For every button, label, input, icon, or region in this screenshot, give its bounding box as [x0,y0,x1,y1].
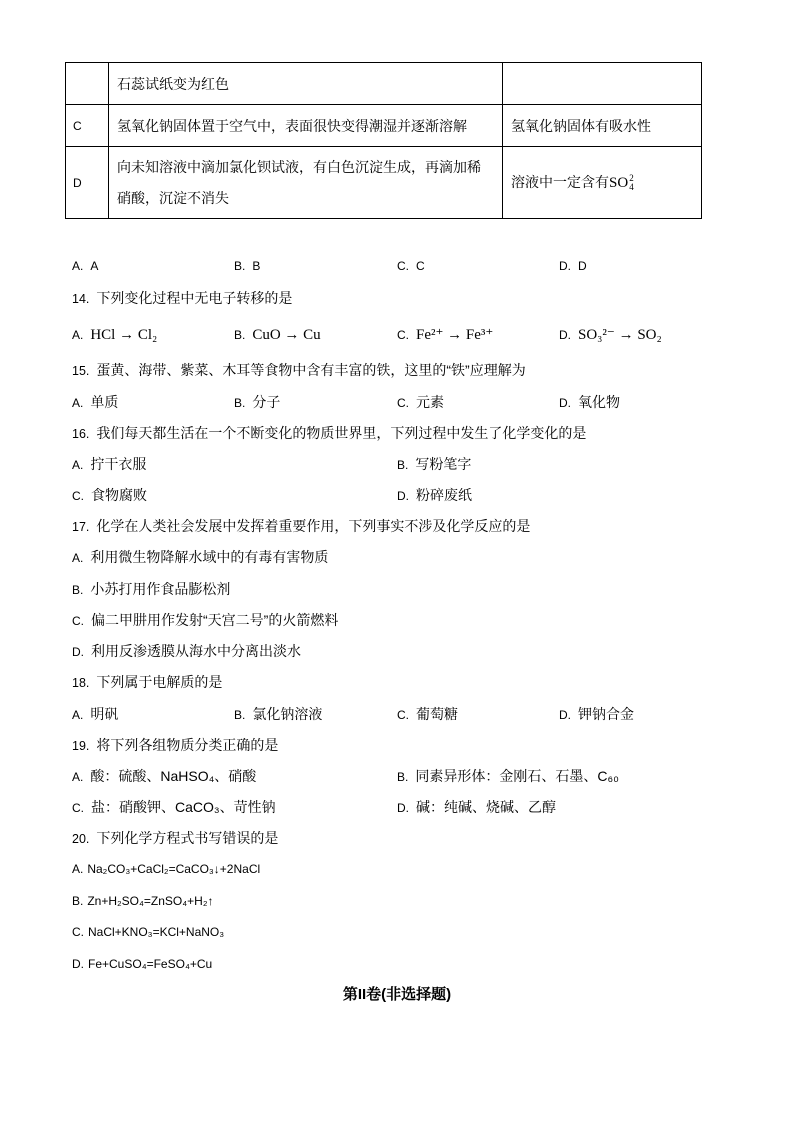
option-text: 利用微生物降解水域中的有毒有害物质 [90,549,329,565]
q20-option-c [72,922,224,942]
option-letter: A. [72,396,84,410]
question-text: 我们每天都生活在一个不断变化的物质世界里，下列过程中发生了化学变化的是 [96,425,587,441]
option-text: 小苏打用作食品膨松剂 [90,581,231,597]
option-text: A [90,259,99,273]
option-text: 同素异形体：金刚石、石墨、C₆₀ [415,768,619,784]
option-letter: C. [397,396,409,410]
q20-option-d [72,954,212,974]
q16-option-a [72,454,146,474]
q13-option-d [559,256,587,276]
option-letter: B. [397,770,409,784]
option-text: 单质 [90,394,119,410]
option-text: 食物腐败 [91,487,147,503]
question-14-stem [72,288,292,308]
ion-count: 4 [629,182,634,193]
option-letter: C. [397,259,409,273]
option-letter: A. [72,708,84,722]
option-letter: C. [72,801,84,815]
question-19-stem [72,735,278,755]
table-row [66,63,702,105]
table-cell-option: C [66,105,109,147]
sulfate-ion-symbol: SO [609,175,629,191]
q14-option-c [397,324,493,344]
q19-option-c [72,797,276,817]
option-text: 元素 [416,394,444,410]
option-text: D [578,259,587,273]
option-letter: B. [234,708,246,722]
q18-option-b [234,704,322,724]
option-letter: B. [234,396,246,410]
question-16-stem [72,423,586,443]
question-number: 15. [72,364,90,378]
question-number: 20. [72,832,90,846]
option-equation: Na₂CO₃+CaCl₂=CaCO₃↓+2NaCl [87,862,261,876]
q14-option-a [72,324,157,344]
option-letter: D. [397,801,409,815]
question-17-stem [72,516,530,536]
option-letter: A. [72,458,84,472]
q18-option-d [559,704,634,724]
table-cell-conclusion [503,63,702,105]
option-letter: D. [559,396,571,410]
option-letter: D. [72,645,84,659]
conclusion-text: 溶液中一定含有 [511,174,609,190]
option-letter: D. [559,259,571,273]
option-equation: NaCl+KNO₃=KCl+NaNO₃ [88,925,225,939]
q14-option-d [559,324,662,344]
table-cell-option [66,63,109,105]
q15-option-d [559,392,620,412]
option-equation: Zn+H₂SO₄=ZnSO₄+H₂↑ [87,894,214,908]
q17-option-d [72,641,301,661]
option-letter: C. [397,328,409,342]
option-letter: D. [559,708,571,722]
option-text: 拧干衣服 [90,456,147,472]
q15-option-b [234,392,280,412]
q13-option-a [72,256,98,276]
q18-option-c [397,704,458,724]
option-text: C [416,259,425,273]
q13-option-b [234,256,260,276]
option-text: 氧化物 [578,394,620,410]
option-letter: A. [72,259,84,273]
q19-option-b [397,766,619,786]
option-text: 偏二甲肼用作发射“天宫二号”的火箭燃料 [91,612,339,628]
option-formula: HCl → Cl₂ [90,327,158,343]
q19-option-d [397,797,556,817]
question-18-stem [72,672,222,692]
q14-option-b [234,324,321,344]
table-row [66,105,702,147]
question-20-stem [72,828,278,848]
option-formula: Fe²⁺ → Fe³⁺ [416,327,494,343]
table-cell-phenomenon: 石蕊试纸变为红色 [109,63,503,105]
experiment-table [65,62,702,219]
table-cell-option: D [66,147,109,219]
option-text: 粉碎废纸 [416,487,472,503]
option-letter: C. [397,708,409,722]
option-text: 分子 [252,394,281,410]
option-text: 盐：硝酸钾、CaCO₃、苛性钠 [91,799,276,815]
q17-option-c [72,610,338,630]
q17-option-a [72,547,328,567]
option-letter: A. [72,862,84,876]
question-text: 下列属于电解质的是 [96,674,223,690]
q19-option-a [72,766,256,786]
option-text: 氯化钠溶液 [252,706,323,722]
option-letter: D. [559,328,571,342]
question-15-stem [72,360,526,380]
question-text: 将下列各组物质分类正确的是 [96,737,279,753]
q20-option-b [72,891,214,911]
option-formula: SO₃²⁻ → SO₂ [578,327,662,343]
table-cell-conclusion [503,147,702,219]
option-letter: A. [72,328,84,342]
option-letter: C. [72,489,84,503]
q16-option-c [72,485,147,505]
question-text: 蛋黄、海带、紫菜、木耳等食物中含有丰富的铁，这里的“铁”应理解为 [96,362,526,378]
question-number: 19. [72,739,90,753]
option-letter: A. [72,551,84,565]
q17-option-b [72,579,230,599]
q20-option-a [72,859,260,879]
q16-option-b [397,454,471,474]
option-letter: D. [72,957,84,971]
q18-option-a [72,704,118,724]
question-text: 下列变化过程中无电子转移的是 [96,290,293,306]
question-number: 17. [72,520,90,534]
option-text: 利用反渗透膜从海水中分离出淡水 [91,643,301,659]
option-text: 钾钠合金 [578,706,634,722]
option-text: 酸：硫酸、NaHSO₄、硝酸 [90,768,257,784]
table-cell-phenomenon: 向未知溶液中滴加氯化钡试液，有白色沉淀生成，再滴加稀硝酸，沉淀不消失 [109,147,503,219]
question-text: 下列化学方程式书写错误的是 [96,830,279,846]
option-letter: C. [72,925,84,939]
q15-option-c [397,392,444,412]
option-letter: B. [397,458,409,472]
q16-option-d [397,485,472,505]
option-letter: A. [72,770,84,784]
table-cell-phenomenon: 氢氧化钠固体置于空气中，表面很快变得潮湿并逐渐溶解 [109,105,503,147]
question-number: 14. [72,292,90,306]
table-cell-conclusion: 氢氧化钠固体有吸水性 [503,105,702,147]
option-equation: Fe+CuSO₄=FeSO₄+Cu [88,957,213,971]
option-letter: B. [234,328,246,342]
question-number: 16. [72,427,90,441]
option-letter: B. [234,259,246,273]
option-text: 写粉笔字 [415,456,472,472]
section-title: 第II卷(非选择题) [342,986,452,1003]
ion-charge: 2 [629,173,634,184]
q13-option-c [397,256,425,276]
option-letter: D. [397,489,409,503]
question-text: 化学在人类社会发展中发挥着重要作用，下列事实不涉及化学反应的是 [96,518,531,534]
option-letter: C. [72,614,84,628]
option-letter: B. [72,894,84,908]
table-row [66,147,702,219]
option-text: 碱：纯碱、烧碱、乙醇 [416,799,556,815]
sulfate-ion-indices [629,174,634,192]
option-letter: B. [72,583,84,597]
option-text: 明矾 [90,706,119,722]
option-text: B [252,259,261,273]
option-formula: CuO → Cu [252,327,321,343]
option-text: 葡萄糖 [416,706,458,722]
q15-option-a [72,392,118,412]
question-number: 18. [72,676,90,690]
